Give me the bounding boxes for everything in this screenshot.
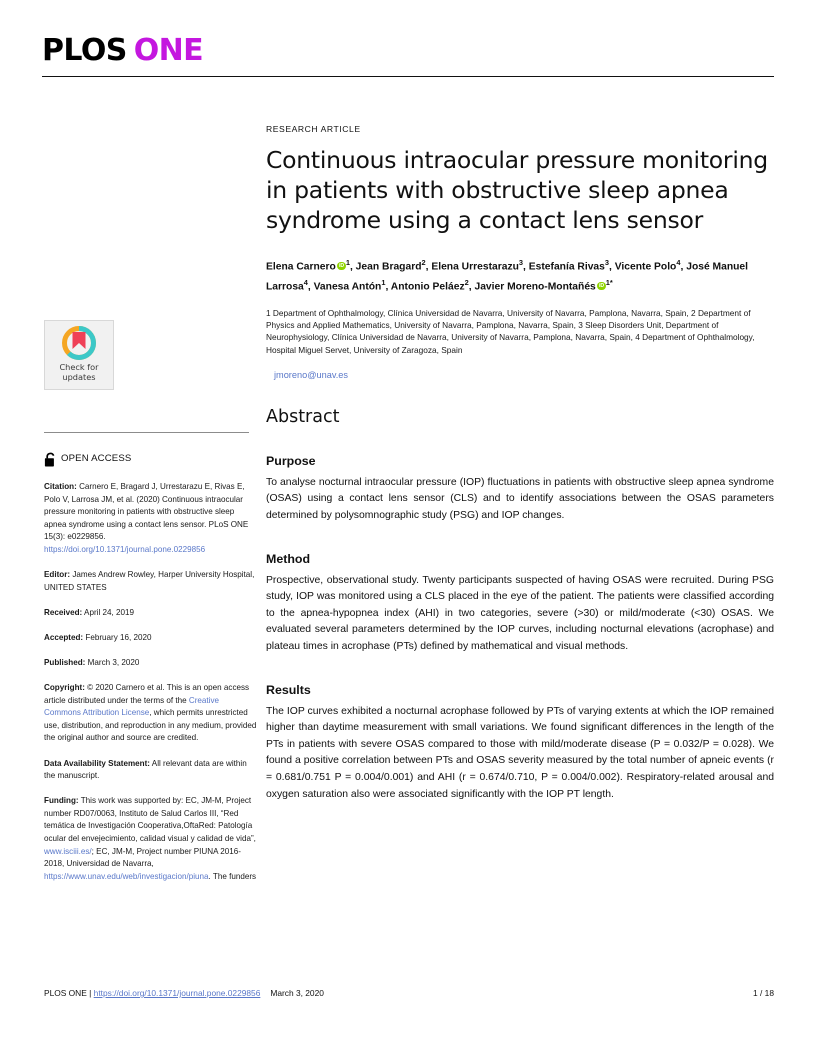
author-affil-sup: 3 xyxy=(604,258,610,267)
logo-plos-text: PLOS xyxy=(42,33,127,68)
crossmark-check-for-updates-badge[interactable] xyxy=(44,320,114,390)
funding-link-piuna[interactable]: https://www.unav.edu/web/investigacion/piuna xyxy=(44,871,209,881)
published-date: March 3, 2020 xyxy=(85,657,140,667)
published-block xyxy=(44,657,258,670)
author-vanesa-anton: , Vanesa Antón xyxy=(307,281,382,293)
data-availability-label: Data Availability Statement: xyxy=(44,758,150,768)
funding-link-isciii[interactable]: www.isciii.es/ xyxy=(44,846,92,856)
author-javier-moreno-montanes: , Javier Moreno-Montañés xyxy=(468,281,596,293)
citation-label: Citation: xyxy=(44,482,77,491)
section-body-purpose: To analyse nocturnal intraocular pressure (IOP) fluctuations in patients with obstructive sleep apnea syndrome (OSAS) using a contact lens sensor (CLS) and to identify associations between the OSAS parameters determined by polysomnographic study (PSG) and IOP changes. xyxy=(266,476,774,522)
crossmark-label-line2: updates xyxy=(62,371,96,382)
abstract-section-purpose xyxy=(266,454,774,525)
journal-masthead xyxy=(42,33,774,77)
section-body-method: Prospective, observational study. Twenty participants suspected of having OSAS were recruited. During PSG study, IOP was monitored using a CLS placed in the eye of the patient. The patients were classified according to the apnea-hypopnea index (AHI) in two categories, severe (>30) or mild/moderate (<30) OSAS. We evaluated several parameters determined by the IOP curves, including nocturnal elevations (acrophase) and plateau times in acrophase (PTs) defined by mathematical and visual methods. xyxy=(266,574,774,652)
plos-one-logo xyxy=(42,33,774,68)
copyright-label: Copyright: xyxy=(44,683,85,693)
accepted-label: Accepted: xyxy=(44,632,84,642)
author-affil-sup: 4 xyxy=(303,278,308,288)
author-estefania-rivas: , Estefanía Rivas xyxy=(523,261,605,273)
author-vicente-polo: , Vicente Polo xyxy=(609,261,677,273)
footer-left xyxy=(44,988,324,998)
copyright-text-a: © 2020 Carnero et al. This is an open access article distributed under the terms of the xyxy=(44,683,250,705)
section-heading-method: Method xyxy=(266,551,311,566)
section-heading-purpose: Purpose xyxy=(266,453,316,468)
funding-label: Funding: xyxy=(44,796,79,806)
accepted-block xyxy=(44,632,258,645)
open-lock-icon xyxy=(44,452,57,467)
author-antonio-pelaez: , Antonio Peláez xyxy=(385,281,465,293)
open-access-label: OPEN ACCESS xyxy=(61,453,132,465)
editor-text: James Andrew Rowley, Harper University Hospital, UNITED STATES xyxy=(44,570,255,592)
masthead-divider xyxy=(42,76,774,77)
crossmark-label xyxy=(59,363,98,382)
published-label: Published: xyxy=(44,657,86,667)
author-elena-carnero: Elena Carnero xyxy=(266,261,336,273)
corresponding-author-email[interactable]: jmoreno@unav.es xyxy=(274,369,349,380)
affiliations: 1 Department of Ophthalmology, Clínica Universidad de Navarra, University of Navarra, Pamplona, Navarra, Spain, 2 Department of Physics and Applied Mathematics, University of Navarra, Pamplona, Navarra, Spain, 3 Sleep Disorders Unit, Department of Neurophysiology, Clínica Universidad de Navarra, University of Navarra, Pamplona, Navarra, Spain, 4 Department of Ophthalmology, Hospital Miguel Servet, University of Zaragoza, Spain xyxy=(266,308,755,355)
data-availability-text: All relevant data are within the manuscript. xyxy=(44,758,247,781)
section-body-results: The IOP curves exhibited a nocturnal acrophase followed by PTs of varying extents at which the IOP remained higher than daytime measurement with small variations. We found significant differences in the length of the PTs in patients with severe OSAS compared to those with mild/moderate disease (P = 0.032/P = 0.028). We found a positive correlation between PTs and OSAS severity measured by the total number of apneic events (r = 0.681/0.751 P = 0.004/0.001) and AHI (r = 0.674/0.710, P = 0.004/0.002). Respiratory-related arousal and oxygen saturation also were associated significantly with the IOP PT length. xyxy=(266,705,774,800)
orcid-icon[interactable] xyxy=(337,262,346,271)
footer-doi-link[interactable]: https://doi.org/10.1371/journal.pone.0229856 xyxy=(93,988,261,998)
author-elena-urrestarazu: , Elena Urrestarazu xyxy=(425,261,519,273)
footer-page-number: 1 / 18 xyxy=(753,988,774,998)
copyright-text-b: , which permits unrestricted use, distribution, and reproduction in any medium, provided the original author and source are credited. xyxy=(44,708,257,743)
abstract-section-method xyxy=(266,552,774,656)
page-footer xyxy=(44,988,774,998)
author-affil-sup: 1 xyxy=(345,258,350,267)
funding-text-b: ; EC, JM-M, Project number PIUNA 2016-2018, Universidad de Navarra, xyxy=(44,846,242,869)
article-title: Continuous intraocular pressure monitoring in patients with obstructive sleep apnea syndrome using a contact lens sensor xyxy=(266,146,768,234)
article-main-column xyxy=(266,124,774,803)
data-availability-block xyxy=(44,758,258,783)
author-affil-sup: 2 xyxy=(464,278,469,288)
author-jean-bragard: , Jean Bragard xyxy=(349,261,422,273)
crossmark-label-line1: Check for xyxy=(59,362,99,372)
abstract-section-results xyxy=(266,683,774,804)
article-metadata-sidebar xyxy=(44,320,258,896)
citation-block xyxy=(44,481,258,557)
author-jose-manuel-larrosa: José Manuel Larrosa xyxy=(266,261,749,293)
funding-text-c: . The funders xyxy=(208,871,257,881)
creative-commons-license-link[interactable]: Creative Commons Attribution License xyxy=(44,695,220,718)
abstract-heading: Abstract xyxy=(266,406,340,427)
orcid-icon[interactable] xyxy=(597,282,606,291)
author-affil-sup-corresponding: 1* xyxy=(605,278,613,288)
logo-one-text: ONE xyxy=(133,33,204,68)
funding-block xyxy=(44,795,258,883)
sidebar-divider xyxy=(44,432,249,433)
accepted-date: February 16, 2020 xyxy=(83,632,152,642)
received-date: April 24, 2019 xyxy=(82,607,134,617)
author-affil-sup: 1 xyxy=(381,278,386,288)
copyright-block xyxy=(44,682,258,745)
editor-label: Editor: xyxy=(44,570,71,580)
received-label: Received: xyxy=(44,607,83,617)
citation-doi-link[interactable]: https://doi.org/10.1371/journal.pone.0229856 xyxy=(44,544,206,554)
footer-journal-name: PLOS ONE | xyxy=(44,988,94,998)
author-list: Elena Carnero iD $^1$, Jean Bragard$^2$, Elena Urrestarazu$^3$, Estefanía Rivas$^3$, Vicente Polo$^4$, José Manuel Larrosa$^4$, Vanesa Antón$^1$, Antonio Peláez$^2$, Javier Moreno-Montañés iD $^{1*}$ xyxy=(266,255,774,295)
open-access-banner xyxy=(44,452,258,467)
article-type-label: RESEARCH ARTICLE xyxy=(266,124,361,134)
section-heading-results: Results xyxy=(266,682,311,697)
funding-text-a: This work was supported by: EC, JM-M, Project number RD07/0063, Instituto de Salud Carlos III, “Red temática de Investigación Cooperativa,OftaRed: Patología ocular del envejecimiento, calidad visual y calidad de vida”, xyxy=(44,796,256,843)
citation-text: Carnero E, Bragard J, Urrestarazu E, Rivas E, Polo V, Larrosa JM, et al. (2020) Continuous intraocular pressure monitoring in patients with obstructive sleep apnea syndrome using a contact lens sensor. PLoS ONE 15(3): e0229856. xyxy=(44,482,249,542)
author-affil-sup: 2 xyxy=(421,258,426,267)
footer-date: March 3, 2020 xyxy=(270,988,324,998)
author-affil-sup: 4 xyxy=(676,258,681,267)
editor-block xyxy=(44,569,258,594)
author-affil-sup: 3 xyxy=(518,258,524,267)
crossmark-ring-icon xyxy=(61,325,97,361)
received-block xyxy=(44,607,258,620)
